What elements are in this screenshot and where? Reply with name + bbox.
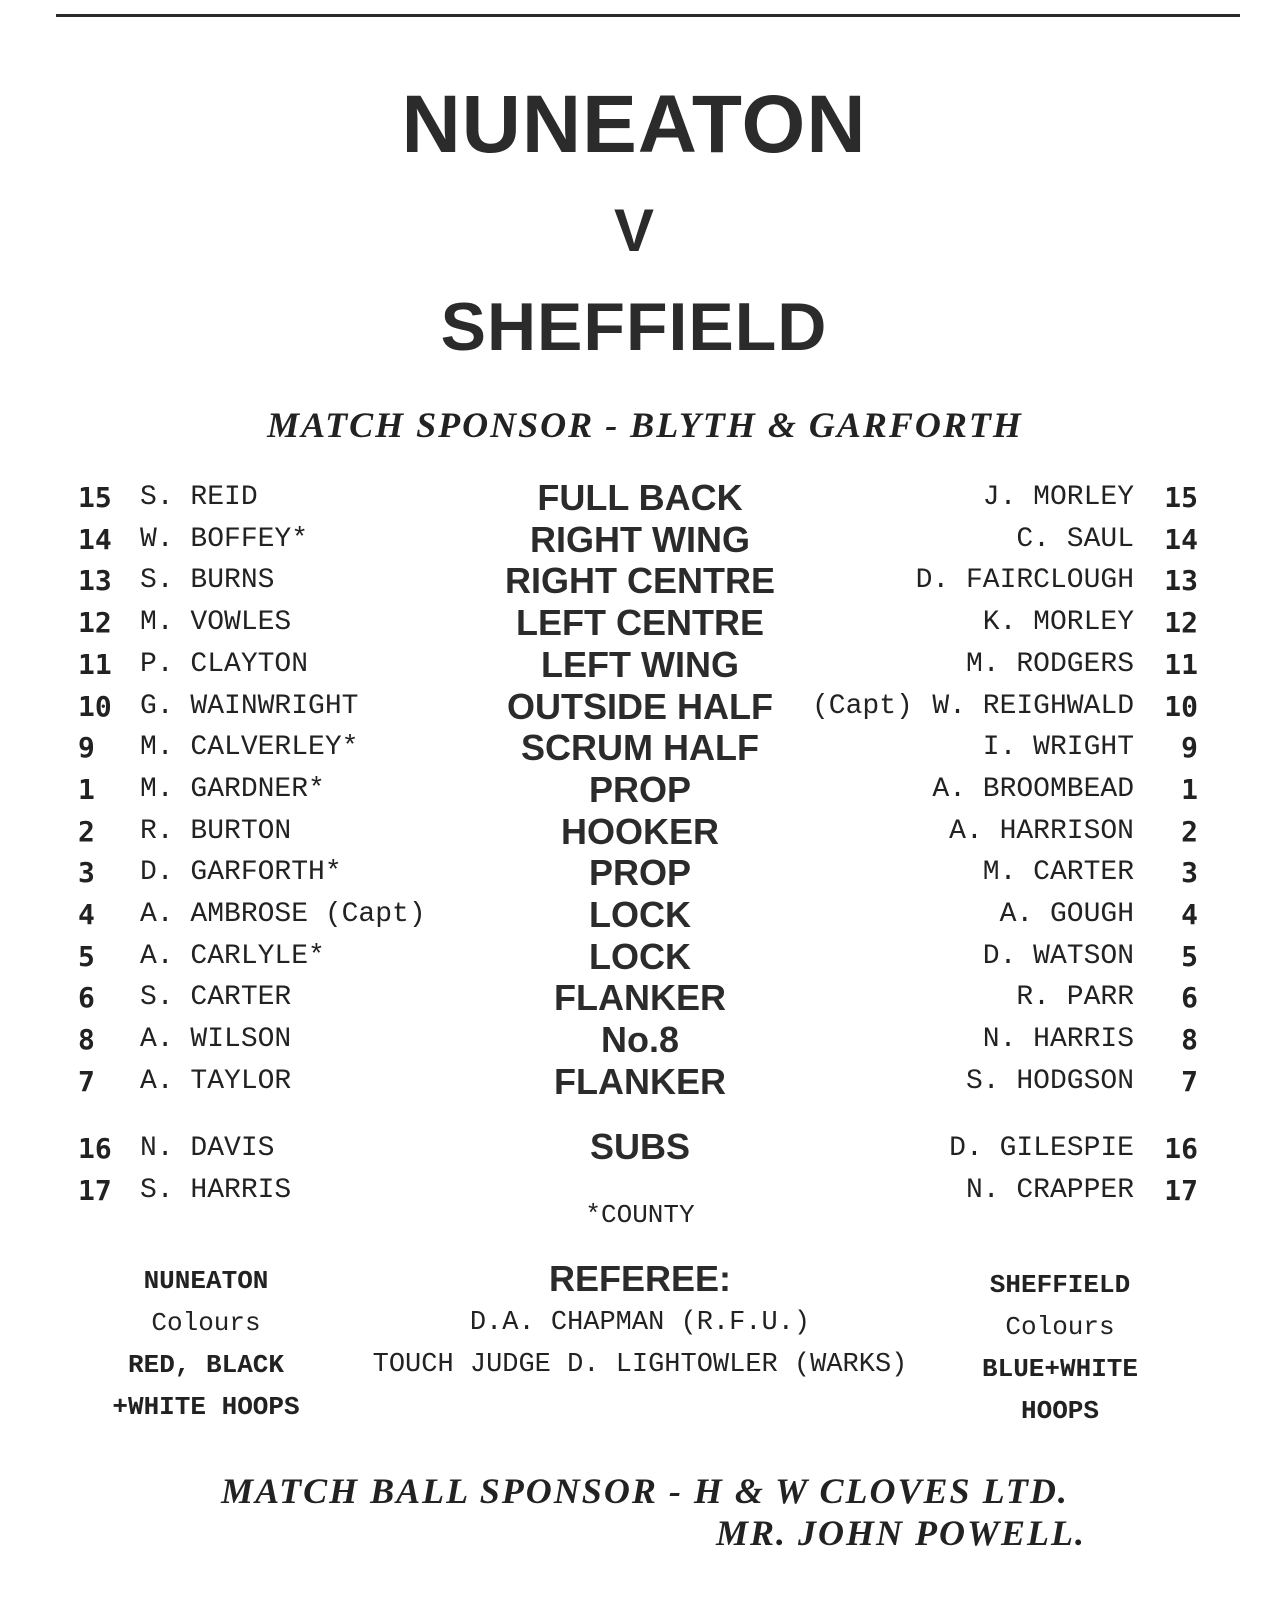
lineup-row [0, 894, 1268, 936]
home-colours-label: Colours [151, 1308, 261, 1338]
away-player: N. HARRIS [982, 1024, 1134, 1056]
touch-judge: TOUCH JUDGE D. LIGHTOWLER (WARKS) [372, 1350, 908, 1380]
home-number: 9 [78, 731, 95, 765]
position-label: LEFT CENTRE [516, 602, 764, 644]
away-number: 3 [1181, 856, 1198, 890]
sub-home-player: S. HARRIS [140, 1175, 292, 1206]
lineup-row [0, 769, 1268, 811]
home-colours-team: NUNEATON [143, 1266, 269, 1296]
position-label: FULL BACK [537, 477, 743, 518]
away-number: 1 [1181, 772, 1198, 806]
position-label: PROP [588, 768, 692, 810]
top-rule [56, 14, 1240, 17]
away-number: 9 [1181, 731, 1198, 765]
home-number: 3 [78, 856, 95, 890]
away-number: 4 [1181, 898, 1198, 931]
home-number: 1 [78, 772, 95, 806]
away-player: W. REIGHWALD [932, 690, 1134, 722]
home-number: 15 [78, 481, 112, 514]
away-number: 7 [1181, 1064, 1198, 1098]
home-player: R. BURTON [140, 815, 292, 847]
away-number: 14 [1164, 522, 1198, 556]
sub-away-player: D. GILESPIE [949, 1133, 1134, 1164]
home-player: A. WILSON [140, 1024, 292, 1056]
home-number: 8 [78, 1023, 95, 1057]
away-player: I. WRIGHT [982, 732, 1134, 764]
away-number: 15 [1164, 481, 1198, 514]
home-player: S. REID [140, 482, 258, 513]
sub-away-number: 16 [1164, 1132, 1198, 1165]
away-player: M. RODGERS [965, 648, 1134, 680]
referee-name: D.A. CHAPMAN (R.F.U.) [469, 1308, 811, 1338]
lineup-row [0, 560, 1268, 602]
home-number: 10 [78, 689, 112, 723]
match-sponsor: MATCH SPONSOR - BLYTH & GARFORTH [267, 405, 1023, 445]
home-number: 6 [78, 981, 95, 1015]
home-player: A. AMBROSE (Capt) [140, 899, 426, 930]
away-number: 8 [1181, 1023, 1198, 1057]
position-label: LOCK [589, 935, 691, 977]
county-note: *COUNTY [585, 1200, 695, 1230]
lineup-row [0, 811, 1268, 853]
home-number: 4 [78, 898, 95, 931]
position-label: LEFT WING [541, 643, 739, 685]
home-number: 5 [78, 939, 95, 973]
sub-home-number: 16 [78, 1132, 112, 1165]
away-number: 13 [1164, 564, 1198, 598]
home-player: M. GARDNER* [140, 773, 325, 805]
home-number: 12 [78, 606, 112, 640]
away-number: 5 [1181, 939, 1198, 973]
home-number: 13 [78, 564, 112, 598]
home-player: M. CALVERLEY* [140, 732, 359, 764]
lineup-row [0, 1061, 1268, 1103]
home-player: S. CARTER [140, 982, 292, 1014]
home-colours-desc-1: RED, BLACK [127, 1350, 285, 1380]
away-colours-desc-1: BLUE+WHITE [981, 1354, 1139, 1384]
lineup-row [0, 644, 1268, 686]
home-colours [56, 1260, 356, 1428]
position-label: FLANKER [554, 1060, 726, 1102]
versus-label: V [613, 197, 655, 264]
subs-row [0, 1128, 1268, 1170]
away-captain-mark: (Capt) [812, 690, 913, 722]
away-player: D. FAIRCLOUGH [915, 565, 1134, 597]
lineup-row [0, 686, 1268, 728]
home-number: 11 [78, 647, 112, 681]
away-number: 2 [1181, 814, 1198, 848]
position-label: OUTSIDE HALF [507, 685, 773, 727]
home-player: A. TAYLOR [140, 1065, 292, 1097]
lineup-row [0, 477, 1268, 519]
home-colours-desc-2: +WHITE HOOPS [112, 1392, 300, 1422]
away-colours-team: SHEFFIELD [989, 1270, 1131, 1300]
sub-home-player: N. DAVIS [140, 1133, 275, 1164]
lineup-row [0, 602, 1268, 644]
home-player: S. BURNS [140, 565, 275, 597]
home-team-title: NUNEATON [401, 79, 867, 170]
home-number: 7 [78, 1064, 95, 1098]
subs-label: SUBS [589, 1126, 691, 1167]
away-number: 12 [1164, 606, 1198, 640]
position-label: SCRUM HALF [521, 727, 759, 769]
away-number: 10 [1164, 689, 1198, 723]
away-player: C. SAUL [1016, 523, 1134, 555]
home-number: 14 [78, 522, 112, 556]
away-player: S. HODGSON [965, 1065, 1134, 1097]
position-label: HOOKER [560, 810, 719, 852]
ball-sponsor-line-1: MATCH BALL SPONSOR - H & W CLOVES LTD. [221, 1471, 1069, 1511]
position-label: PROP [588, 852, 692, 894]
home-player: W. BOFFEY* [140, 523, 309, 555]
referee-title: REFEREE: [548, 1258, 732, 1299]
sub-away-number: 17 [1164, 1174, 1198, 1207]
position-label: RIGHT CENTRE [505, 560, 775, 602]
away-number: 11 [1164, 647, 1198, 681]
away-player: A. BROOMBEAD [932, 773, 1134, 805]
ball-sponsor-line-2: MR. JOHN POWELL. [715, 1513, 1086, 1553]
lineup-row [0, 936, 1268, 978]
sub-home-number: 17 [78, 1174, 112, 1207]
away-player: K. MORLEY [982, 607, 1134, 639]
away-player: D. WATSON [982, 940, 1134, 972]
away-player: R. PARR [1016, 982, 1134, 1014]
away-player: M. CARTER [982, 857, 1134, 889]
away-team-title: SHEFFIELD [440, 289, 828, 365]
home-player: G. WAINWRIGHT [140, 690, 359, 722]
sub-away-player: N. CRAPPER [965, 1175, 1134, 1206]
home-player: A. CARLYLE* [140, 940, 325, 972]
position-label: No.8 [600, 1019, 679, 1061]
away-colours-label: Colours [1005, 1312, 1115, 1342]
lineup-row [0, 519, 1268, 561]
position-label: LOCK [589, 894, 691, 935]
lineup-row [0, 852, 1268, 894]
away-player: J. MORLEY [982, 482, 1134, 513]
lineup-row [0, 977, 1268, 1019]
away-colours-desc-2: HOOPS [1020, 1396, 1099, 1426]
home-number: 2 [78, 814, 95, 848]
home-player: M. VOWLES [140, 607, 292, 639]
away-player: A. GOUGH [999, 899, 1134, 930]
position-label: FLANKER [554, 977, 726, 1019]
position-label: RIGHT WING [530, 518, 750, 560]
away-number: 6 [1181, 981, 1198, 1015]
away-colours [910, 1264, 1210, 1432]
lineup-row [0, 1019, 1268, 1061]
lineup-row [0, 727, 1268, 769]
home-player: P. CLAYTON [140, 648, 309, 680]
home-player: D. GARFORTH* [140, 857, 342, 889]
away-player: A. HARRISON [949, 815, 1134, 847]
